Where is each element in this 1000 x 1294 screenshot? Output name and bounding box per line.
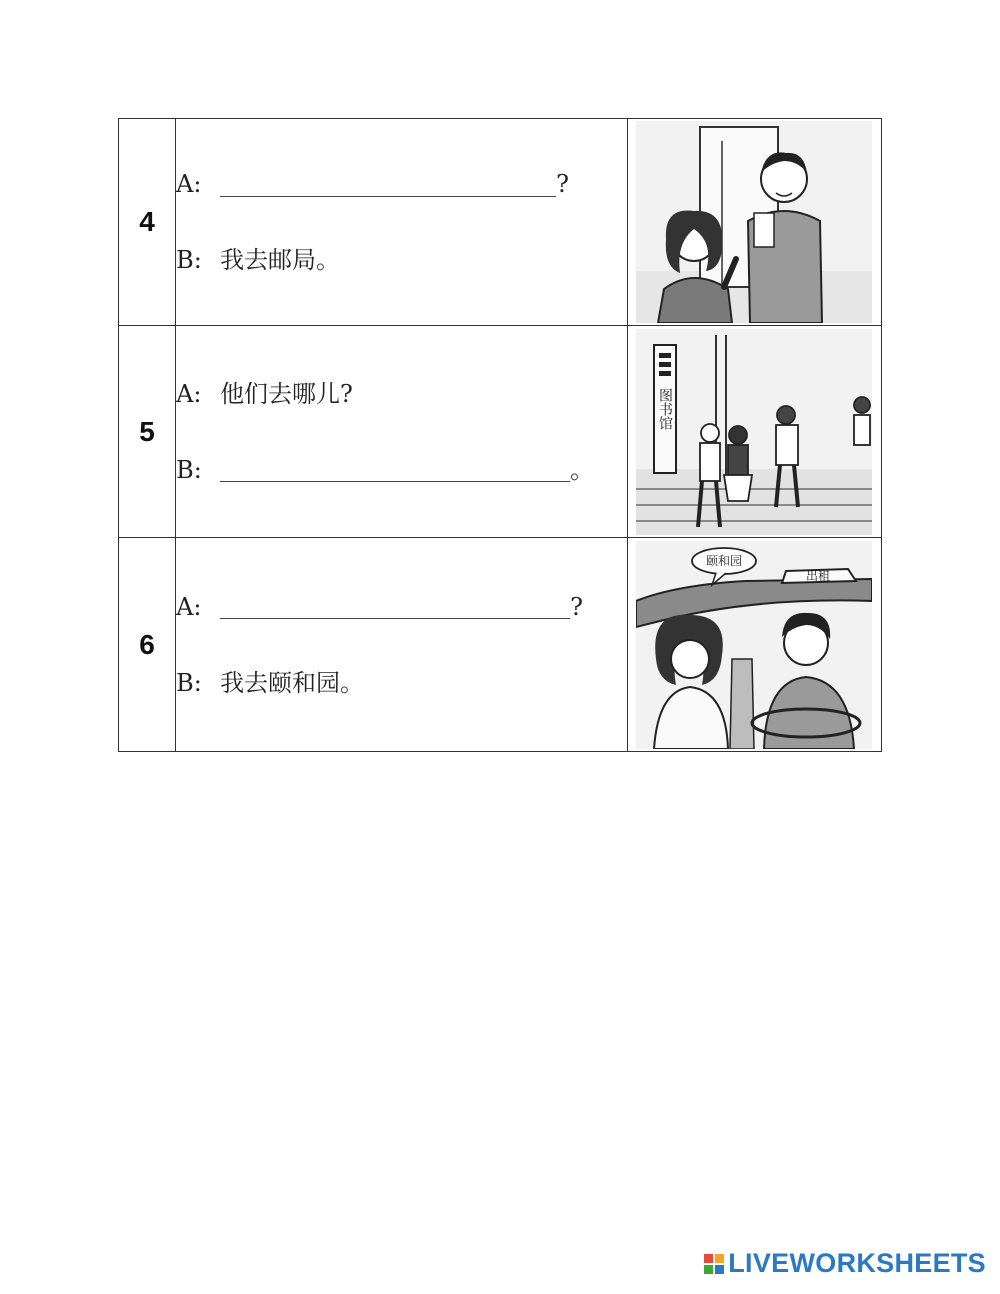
worksheet-table	[118, 118, 882, 752]
row-number: 6	[119, 538, 176, 752]
library-illustration	[636, 329, 872, 535]
dialog-text: 我去颐和园。	[220, 668, 365, 697]
exercise-row-5	[119, 326, 882, 538]
exercise-row-4	[119, 119, 882, 326]
exercise-row-6	[119, 538, 882, 752]
post-office-illustration	[636, 121, 872, 323]
speaker-a-label: A:	[176, 170, 202, 198]
speaker-a-label: A:	[176, 592, 202, 621]
library-sign: 图书馆	[657, 387, 674, 430]
dialog-text: 他们去哪儿?	[220, 379, 353, 408]
answer-blank[interactable]	[220, 172, 556, 197]
illustration-cell	[627, 326, 881, 538]
answer-blank[interactable]	[220, 457, 570, 482]
brand-name: LIVEWORKSHEETS	[728, 1248, 986, 1278]
answer-blank[interactable]	[220, 594, 570, 619]
line-b	[176, 241, 627, 279]
taxi-illustration	[636, 541, 872, 749]
line-end-punct: ?	[570, 592, 583, 621]
line-a	[176, 165, 627, 203]
row-number: 5	[119, 326, 176, 538]
taxi-sign: 出租	[806, 568, 831, 583]
line-end-punct: 。	[570, 455, 595, 484]
speaker-b-label: B:	[176, 668, 202, 697]
speaker-a-label: A:	[176, 379, 202, 408]
line-a	[176, 375, 627, 413]
line-end-punct: ?	[556, 170, 569, 198]
dialog-cell	[176, 119, 628, 326]
brand-logo-icon	[704, 1254, 724, 1274]
line-a	[176, 588, 627, 626]
line-b	[176, 664, 627, 702]
dialog-cell	[176, 326, 628, 538]
illustration-cell	[627, 119, 881, 326]
row-number: 4	[119, 119, 176, 326]
speech-bubble-text: 颐和园	[706, 553, 743, 568]
brand-logo	[704, 1248, 986, 1279]
speaker-b-label: B:	[176, 246, 202, 274]
line-b	[176, 451, 627, 489]
speaker-b-label: B:	[176, 455, 202, 484]
dialog-text: 我去邮局。	[220, 246, 341, 274]
illustration-cell	[627, 538, 881, 752]
dialog-cell	[176, 538, 628, 752]
